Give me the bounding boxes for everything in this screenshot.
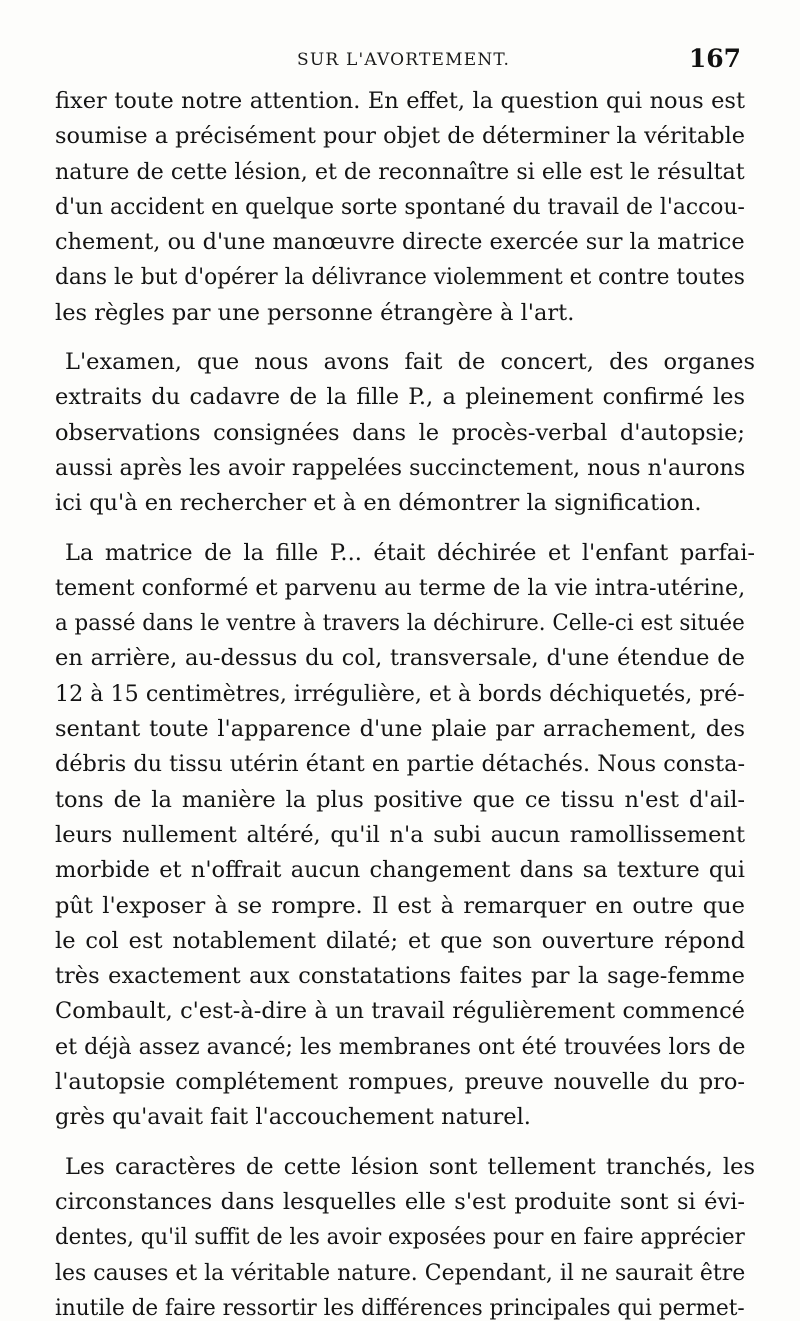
text-line: observations consignées dans le procès-verbal d'autopsie;	[55, 419, 745, 446]
text-line: en arrière, au-dessus du col, transversale, d'une étendue de	[55, 645, 745, 672]
text-line: tement conformé et parvenu au terme de la vie intra-utérine,	[55, 574, 746, 601]
text-line: nature de cette lésion, et de reconnaître si elle est le résultat	[55, 158, 745, 185]
text-line: fixer toute notre attention. En effet, la question qui nous est	[55, 88, 745, 114]
text-line: 12 à 15 centimètres, irrégulière, et à bords déchiquetés, pré-	[55, 680, 745, 707]
text-line: dans le but d'opérer la délivrance violemment et contre toutes	[55, 264, 745, 291]
text-line: soumise a précisément pour objet de déterminer la véritable	[55, 123, 746, 150]
text-line: les règles par une personne étrangère à l'art.	[55, 299, 575, 326]
text-line: tons de la manière la plus positive que ce tissu n'est d'ail-	[55, 786, 745, 813]
page-number: 167	[688, 44, 741, 73]
text-line: ici qu'à en rechercher et à en démontrer la signification.	[55, 490, 702, 517]
text-line: circonstances dans lesquelles elle s'est produite sont si évi-	[55, 1188, 745, 1215]
text-line: leurs nullement altéré, qu'il n'a subi aucun ramollissement	[55, 821, 745, 848]
text-line: débris du tissu utérin étant en partie détachés. Nous consta-	[55, 751, 746, 778]
text-line: chement, ou d'une manœuvre directe exercée sur la matrice	[55, 229, 745, 256]
text-line: Les caractères de cette lésion sont tellement tranchés, les	[65, 1153, 755, 1180]
text-line: morbide et n'offrait aucun changement dans sa texture qui	[55, 857, 745, 884]
text-line: extraits du cadavre de la fille P., a pleinement confirmé les	[55, 384, 745, 411]
body-text	[55, 84, 755, 1340]
text-line: La matrice de la fille P... était déchirée et l'enfant parfai-	[65, 539, 755, 566]
text-line: sentant toute l'apparence d'une plaie par arrachement, des	[55, 716, 745, 743]
text-line: et déjà assez avancé; les membranes ont été trouvées lors de	[55, 1033, 746, 1060]
text-line: aussi après les avoir rappelées succinctement, nous n'aurons	[55, 454, 746, 481]
text-line: Combault, c'est-à-dire à un travail régulièrement commencé	[55, 998, 745, 1025]
text-line: le col est notablement dilaté; et que son ouverture répond	[55, 927, 745, 954]
text-line: les causes et la véritable nature. Cependant, il ne saurait être	[55, 1259, 746, 1286]
paragraph-3	[55, 536, 755, 1136]
page-header	[55, 44, 745, 78]
text-line: a passé dans le ventre à travers la déchirure. Celle-ci est située	[55, 610, 745, 637]
text-line: inutile de faire ressortir les différences principales qui permet-	[55, 1294, 745, 1321]
text-line: dentes, qu'il suffit de les avoir exposées pour en faire apprécier	[55, 1224, 745, 1251]
paragraph-2	[55, 345, 755, 521]
text-line: grès qu'avait fait l'accouchement naturel.	[55, 1104, 531, 1131]
text-line: l'autopsie complétement rompues, preuve nouvelle du pro-	[55, 1069, 745, 1096]
text-line: très exactement aux constatations faites par la sage-femme	[55, 963, 745, 990]
text-line: d'un accident en quelque sorte spontané du travail de l'accou-	[55, 193, 745, 220]
running-head: SUR L'AVORTEMENT.	[297, 50, 511, 70]
paragraph-1	[55, 84, 745, 331]
paragraph-4	[55, 1150, 755, 1326]
text-line: L'examen, que nous avons fait de concert, des organes	[65, 349, 755, 376]
text-line: pût l'exposer à se rompre. Il est à remarquer en outre que	[55, 892, 745, 919]
